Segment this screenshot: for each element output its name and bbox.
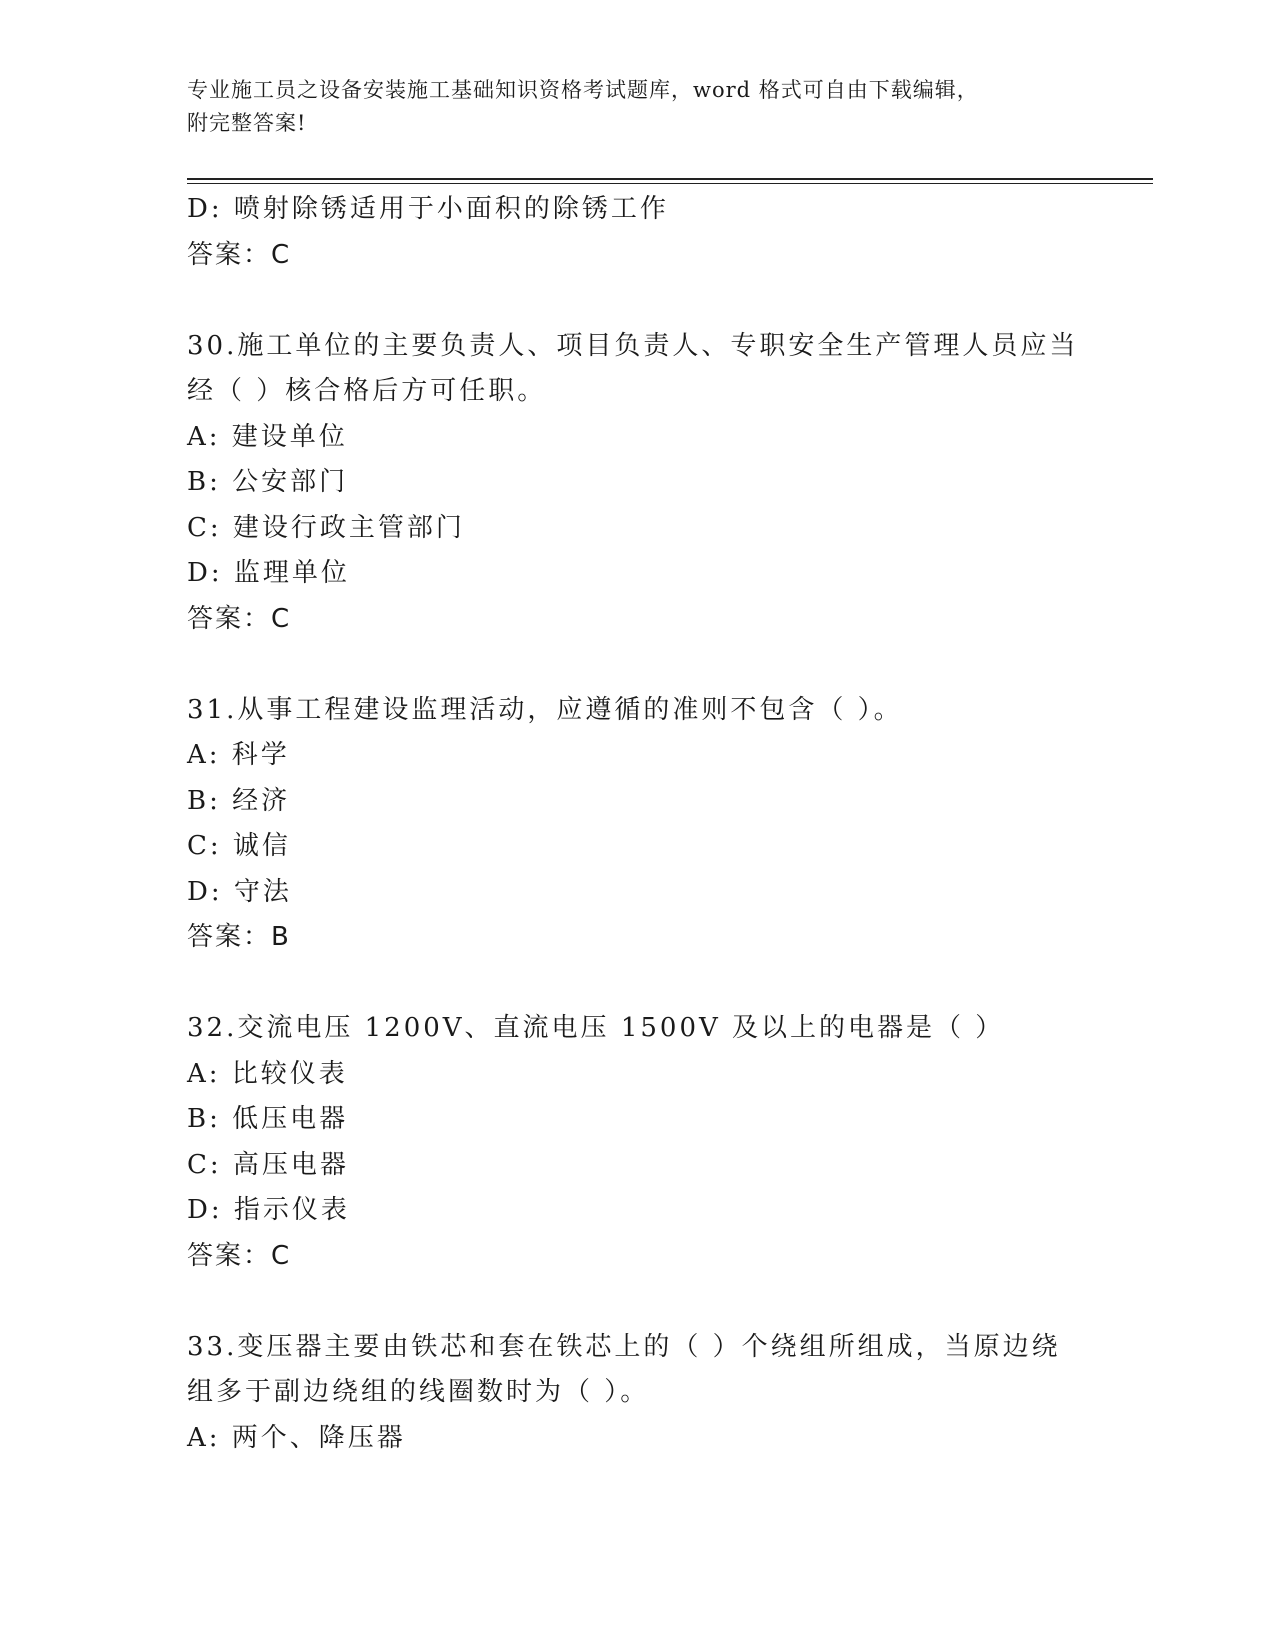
answer-line: 答案：C <box>187 239 292 270</box>
spacer <box>187 1279 1087 1325</box>
question-list <box>187 187 1087 1461</box>
question-31 <box>187 688 1087 961</box>
option-d: D: 守法 <box>187 876 292 907</box>
option-a: A: 建设单位 <box>187 421 348 452</box>
question-stem: 33.变压器主要由铁芯和套在铁芯上的（ ）个绕组所组成，当原边绕 <box>187 1331 1061 1362</box>
header-line-2: 附完整答案! <box>187 111 307 135</box>
option-d: D: 监理单位 <box>187 558 350 588</box>
option-c: C: 高压电器 <box>187 1149 349 1180</box>
option-b: B: 公安部门 <box>187 467 349 497</box>
answer-line: 答案：C <box>187 603 292 634</box>
question-29-tail <box>187 187 1087 278</box>
document-header <box>187 74 1067 140</box>
question-30 <box>187 324 1087 643</box>
spacer <box>187 642 1087 688</box>
question-stem: 32.交流电压 1200V、直流电压 1500V 及以上的电器是（ ） <box>187 1013 1005 1043</box>
question-stem-continued: 组多于副边绕组的线圈数时为（ ）。 <box>187 1377 650 1407</box>
option-c: C: 建设行政主管部门 <box>187 512 465 543</box>
question-33 <box>187 1325 1087 1462</box>
answer-line: 答案：C <box>187 1240 292 1271</box>
option-a: A: 科学 <box>187 740 290 770</box>
header-line-1: 专业施工员之设备安装施工基础知识资格考试题库，word 格式可自由下载编辑， <box>187 78 979 102</box>
answer-line: 答案：B <box>187 922 291 952</box>
question-stem: 31.从事工程建设监理活动，应遵循的准则不包含（ ）。 <box>187 694 903 725</box>
header-divider-thin <box>187 183 1153 184</box>
option-b: B: 经济 <box>187 785 291 816</box>
option-d: D: 指示仪表 <box>187 1195 350 1225</box>
option-c: C: 诚信 <box>187 831 291 861</box>
question-stem-continued: 经（ ）核合格后方可任职。 <box>187 376 547 406</box>
question-stem: 30.施工单位的主要负责人、项目负责人、专职安全生产管理人员应当 <box>187 330 1079 361</box>
option-a: A: 两个、降压器 <box>187 1422 406 1453</box>
spacer <box>187 961 1087 1007</box>
option-a: A: 比较仪表 <box>187 1058 348 1089</box>
question-32 <box>187 1006 1087 1279</box>
header-divider-thick <box>187 178 1153 180</box>
option-d: D: 喷射除锈适用于小面积的除锈工作 <box>187 194 669 224</box>
spacer <box>187 278 1087 324</box>
option-b: B: 低压电器 <box>187 1104 349 1134</box>
